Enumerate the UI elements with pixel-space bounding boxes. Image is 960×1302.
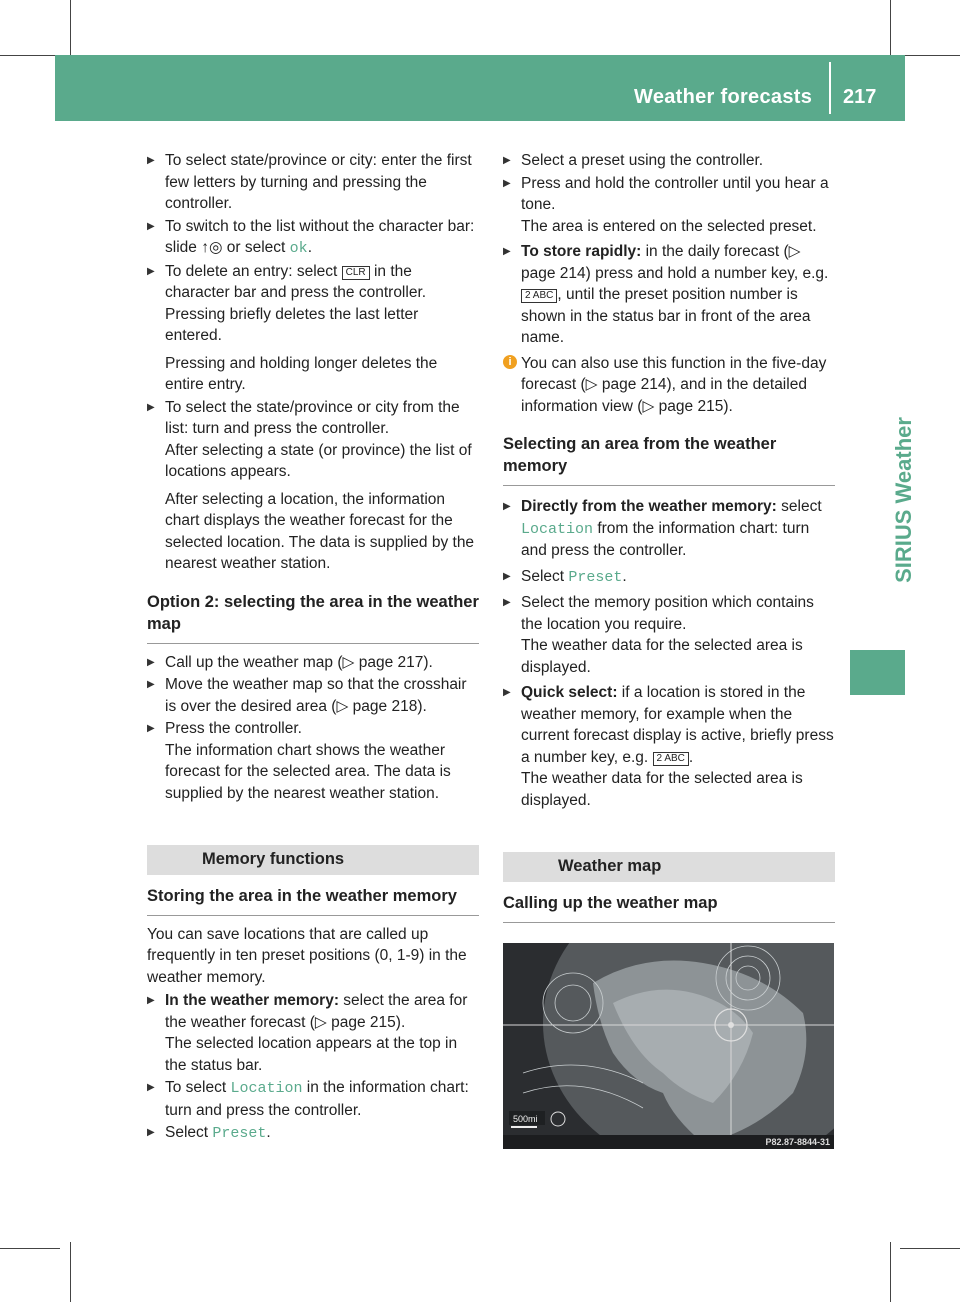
- section-heading: Option 2: selecting the area in the weather map: [147, 591, 479, 644]
- bullet-item: ▶ To store rapidly: in the daily forecast (▷ page 214) press and hold a number key, e.g. 2 ABC , until the preset position number is shown in the status bar in front of the area name.: [503, 241, 835, 349]
- header-separator: [829, 62, 831, 114]
- left-column: [147, 150, 479, 1146]
- bullet-item: ▶ Quick select: if a location is stored in the weather memory, for example when the current forecast display is active, briefly press a number key, e.g. 2 ABC . The weather data for the selected area is displayed.: [503, 682, 835, 811]
- preset-softkey-label: Preset: [568, 568, 623, 586]
- bullet-item: ▶ Press the controller. The information chart shows the weather forecast for the selected area. The data is supplied by the nearest weather station.: [147, 718, 479, 804]
- section-heading: Storing the area in the weather memory: [147, 885, 479, 916]
- bullet-item: ▶ Select Preset.: [503, 566, 835, 589]
- side-tab-marker: [850, 650, 905, 695]
- info-note: i You can also use this function in the five-day forecast (▷ page 214), and in the detailed information view (▷ page 215).: [503, 353, 835, 418]
- side-chapter-label: [864, 417, 944, 583]
- bullet-item: ▶ To switch to the list without the character bar: slide ↑◎ or select ok.: [147, 216, 479, 260]
- weather-map-graphic: [503, 943, 834, 1149]
- bullet-item: ▶ Select Preset.: [147, 1122, 479, 1145]
- body-paragraph: You can save locations that are called up frequently in ten preset positions (0, 1-9) in the weather memory.: [147, 925, 467, 986]
- image-reference-code: P82.87-8844-31: [765, 1137, 830, 1147]
- clr-key-icon: CLR: [342, 266, 370, 280]
- side-chapter-text: SIRIUS Weather: [891, 417, 916, 583]
- bullet-item: ▶ To select Location in the information chart: turn and press the controller.: [147, 1077, 479, 1121]
- crop-mark: [890, 0, 891, 60]
- bullet-item: ▶ Select a preset using the controller.: [503, 150, 835, 172]
- info-icon: i: [503, 355, 517, 369]
- weather-map-image: [503, 943, 834, 1149]
- section-heading: Selecting an area from the weather memory: [503, 433, 835, 486]
- preset-softkey-label: Preset: [212, 1125, 267, 1142]
- controller-slide-icon: ↑◎: [201, 239, 223, 256]
- location-softkey-label: Location: [230, 1080, 303, 1097]
- crop-mark: [890, 1242, 891, 1302]
- section-heading: Calling up the weather map: [503, 892, 835, 923]
- bullet-item: ▶ To delete an entry: select CLR in the character bar and press the controller. Pressing briefly deletes the last letter entered. Pressing and holding longer deletes the entire entry.: [147, 261, 479, 396]
- number-key-2-icon: 2 ABC: [653, 752, 689, 766]
- location-softkey-label: Location: [521, 520, 594, 538]
- bullet-item: ▶ Press and hold the controller until you hear a tone. The area is entered on the selected preset.: [503, 173, 835, 238]
- chapter-heading: Weather map: [503, 852, 835, 882]
- bullet-item: ▶ To select state/province or city: enter the first few letters by turning and pressing the controller.: [147, 150, 479, 215]
- ok-softkey-label: ok: [289, 240, 308, 257]
- bullet-item: ▶ Select the memory position which contains the location you require. The weather data for the selected area is displayed.: [503, 592, 835, 678]
- map-scale-label: 500mi: [513, 1114, 538, 1124]
- crop-mark: [900, 1248, 960, 1249]
- number-key-2-icon: 2 ABC: [521, 289, 557, 303]
- page-number: 217: [843, 86, 877, 108]
- bullet-item: ▶ Call up the weather map (▷ page 217).: [147, 652, 479, 674]
- bullet-item: ▶ To select the state/province or city from the list: turn and press the controller. After selecting a state (or province) the list of locations appears. After selecting a location, the information chart displays the weather forecast for the selected location. The data is supplied by the nearest weather station.: [147, 397, 479, 575]
- crop-mark: [900, 55, 960, 56]
- crop-mark: [0, 55, 60, 56]
- crop-mark: [70, 0, 71, 60]
- crop-mark: [0, 1248, 60, 1249]
- bullet-item: ▶ In the weather memory: select the area for the weather forecast (▷ page 215). The selected location appears at the top in the status bar.: [147, 990, 479, 1076]
- page-title: Weather forecasts: [634, 86, 813, 108]
- bullet-item: ▶ Directly from the weather memory: select Location from the information chart: turn and press the controller.: [503, 496, 835, 562]
- bullet-item: ▶ Move the weather map so that the crosshair is over the desired area (▷ page 218).: [147, 674, 479, 717]
- crop-mark: [70, 1242, 71, 1302]
- chapter-heading: Memory functions: [147, 845, 479, 875]
- right-column: [503, 150, 835, 931]
